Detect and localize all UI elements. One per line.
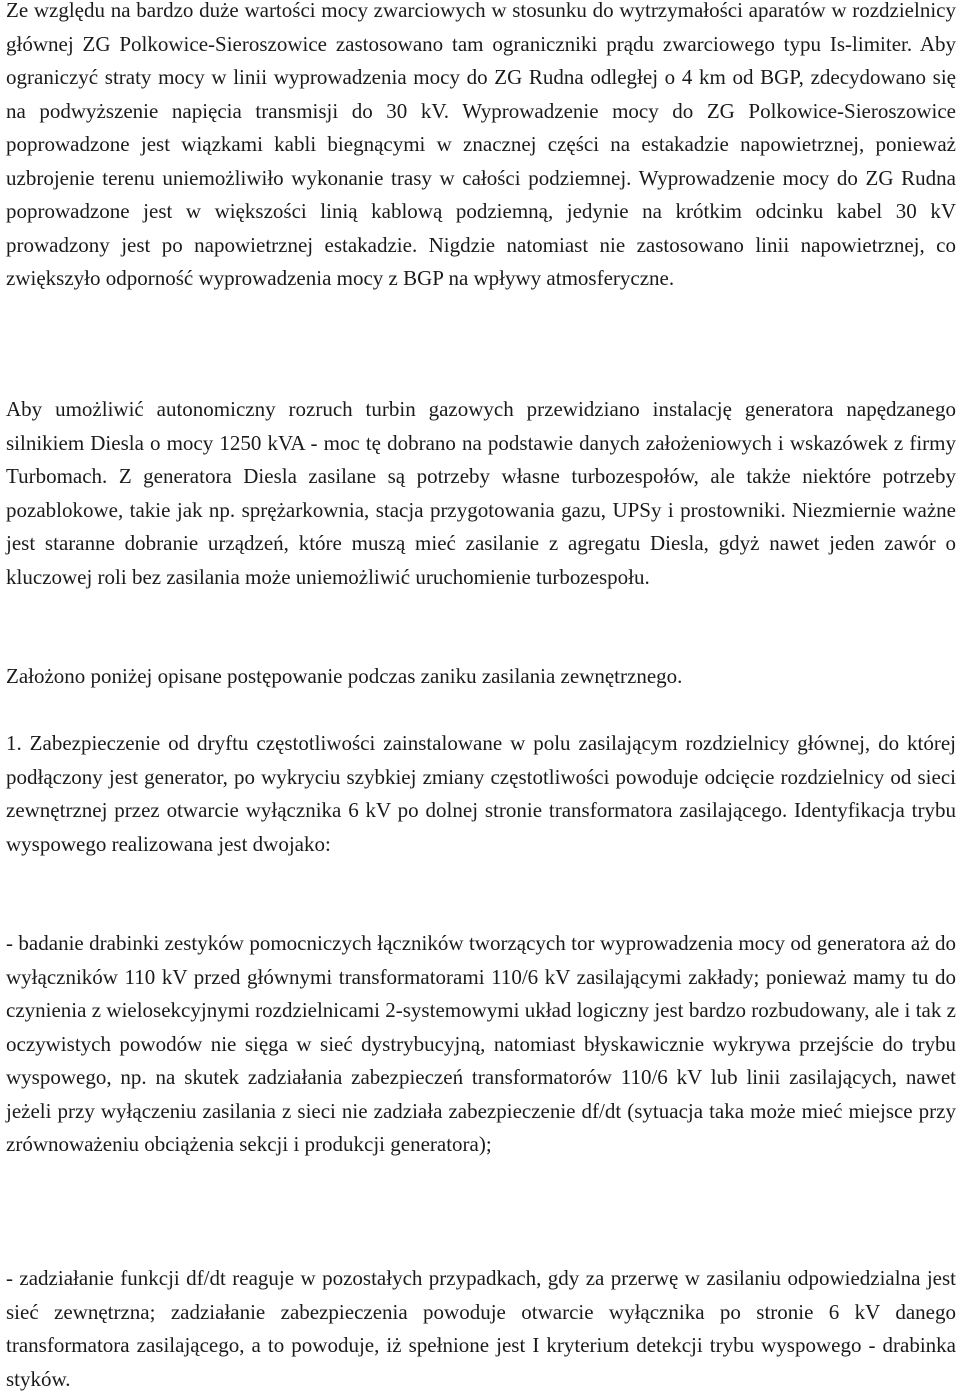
paragraph-auxiliary-contacts: - badanie drabinki zestyków pomocniczych łączników tworzących tor wyprowadzenia mocy od generatora aż do wyłączników 110 kV przed głównymi transformatorami 110/6 kV zasilającymi zakłady; ponieważ mamy tu do czynienia z wielosekcyjnymi rozdzielnicami 2-systemowymi układ logiczny jest bardzo rozbudowany, ale i tak z oczywistych powodów nie sięga w sieć dystrybucyjną, natomiast błyskawicznie wykrywa przejście do trybu wyspowego, np. na skutek zadziałania zabezpieczeń transformatorów 110/6 kV lub linii zasilających, nawet jeżeli przy wyłączeniu zasilania z sieci nie zadziała zabezpieczenie df/dt (sytuacja taka może mieć miejsce przy zrównoważeniu obciążenia sekcji i produkcji generatora); bbox=[6, 931, 956, 1156]
paragraph-procedure-intro: Założono poniżej opisane postępowanie podczas zaniku zasilania zewnętrznego. bbox=[6, 664, 683, 688]
paragraph-diesel-generator: Aby umożliwić autonomiczny rozruch turbin gazowych przewidziano instalację generatora napędzanego silnikiem Diesla o mocy 1250 kVA - moc tę dobrano na podstawie danych założeniowych i wskazówek z firmy Turbomach. Z generatora Diesla zasilane są potrzeby własne turbozespołów, ale także niektóre potrzeby pozablokowe, takie jak np. sprężarkownia, stacja przygotowania gazu, UPSy i prostowniki. Niezmiernie ważne jest staranne dobranie urządzeń, które muszą mieć zasilanie z agregatu Diesla, gdyż nawet jeden zawór o kluczowej roli bez zasilania może uniemożliwić uruchomienie turbozespołu. bbox=[6, 397, 956, 589]
paragraph-fault-current-limiters: Ze względu na bardzo duże wartości mocy zwarciowych w stosunku do wytrzymałości aparatów w rozdzielnicy głównej ZG Polkowice-Sieroszowice zastosowano tam ograniczniki prądu zwarciowego typu Is-limiter. Aby ograniczyć straty mocy w linii wyprowadzenia mocy do ZG Rudna odległej o 4 km od BGP, zdecydowano się na podwyższenie napięcia transmisji do 30 kV. Wyprowadzenie mocy do ZG Polkowice-Sieroszowice poprowadzone jest wiązkami kabli biegnącymi w znacznej części na estakadzie napowietrznej, ponieważ uzbrojenie terenu uniemożliwiło wykonanie trasy w całości podziemnej. Wyprowadzenie mocy do ZG Rudna poprowadzone jest w większości linią kablową podziemną, jedynie na krótkim odcinku kabel 30 kV prowadzony jest po napowietrznej estakadzie. Nigdzie natomiast nie zastosowano linii napowietrznej, co zwiększyło odporność wyprowadzenia mocy z BGP na wpływy atmosferyczne. bbox=[6, 0, 956, 290]
paragraph-dfdt-function: - zadziałanie funkcji df/dt reaguje w pozostałych przypadkach, gdy za przerwę w zasilaniu odpowiedzialna jest sieć zewnętrzna; zadziałanie zabezpieczenia powoduje otwarcie wyłącznika po stronie 6 kV danego transformatora zasilającego, a to powoduje, iż spełnione jest I kryterium detekcji trybu wyspowego - drabinka styków. bbox=[6, 1266, 956, 1391]
paragraph-step-1: 1. Zabezpieczenie od dryftu częstotliwości zainstalowane w polu zasilającym rozdzielnicy głównej, do której podłączony jest generator, po wykryciu szybkiej zmiany częstotliwości powoduje odcięcie rozdzielnicy od sieci zewnętrznej przez otwarcie wyłącznika 6 kV po dolnej stronie transformatora zasilającego. Identyfikacja trybu wyspowego realizowana jest dwojako: bbox=[6, 731, 956, 856]
